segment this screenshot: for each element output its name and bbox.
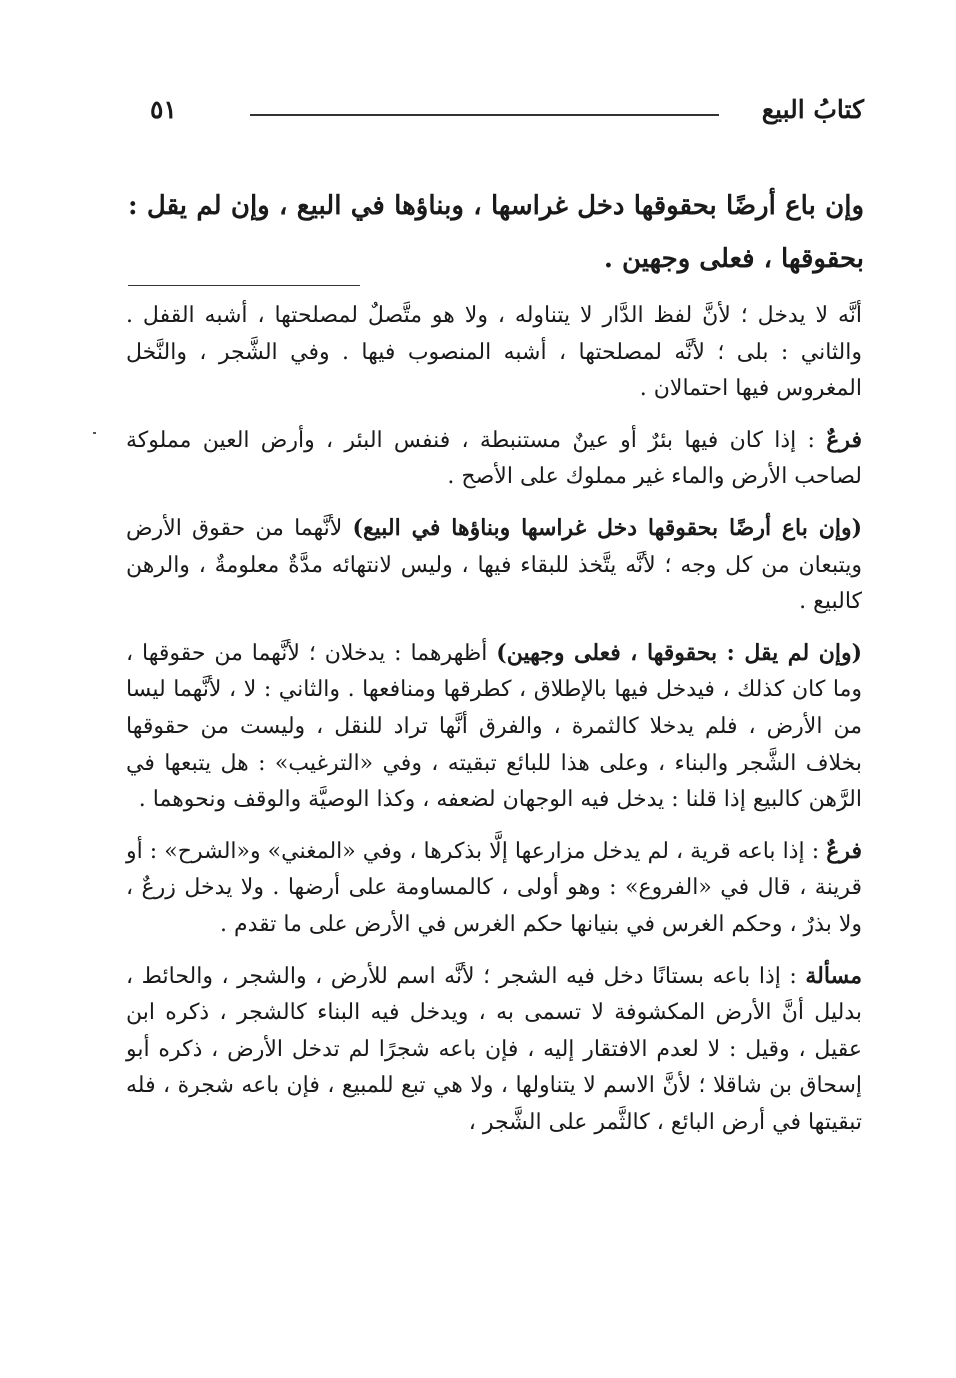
commentary-paragraph-3: [126, 510, 862, 621]
quoted-matn: (وإن باع أرضًا بحقوقها دخل غراسها وبناؤها في البيع): [352, 514, 863, 541]
section-label: فرعٌ: [826, 837, 862, 864]
header-rule: [250, 114, 719, 116]
paragraph-text: : إذا باعه قرية ، لم يدخل مزارعها إلَّا بذكرها ، وفي «المغني» و«الشرح» : أو قرينة ، قال في «الفروع» : وهو أولى ، كالمساومة على أرضها . ولا يدخل زرعٌ ، ولا بذرٌ ، وحكم الغرس في بنيانها حكم الغرس في الأرض على ما تقدم .: [126, 838, 862, 937]
commentary-paragraph-4: [126, 635, 862, 819]
page-header: [150, 92, 864, 132]
running-title: كتابُ البيع: [761, 95, 864, 124]
page-number: ٥١: [150, 95, 177, 124]
section-label: مسألة: [805, 962, 862, 989]
quoted-matn: (وإن لم يقل : بحقوقها ، فعلى وجهين): [496, 639, 862, 666]
commentary-paragraph-5: [126, 833, 862, 944]
paragraph-text: : إذا كان فيها بئرٌ أو عينٌ مستنبطة ، فنفس البئر ، وأرض العين مملوكة لصاحب الأرض والماء غير مملوك على الأصح .: [126, 427, 862, 490]
paragraph-text: أظهرهما : يدخلان ؛ لأنَّهما من حقوقها ، وما كان كذلك ، فيدخل فيها بالإطلاق ، كطرقها ومنافعها . والثاني : لا ، لأنَّهما ليسا من الأرض ، فلم يدخلا كالثمرة ، والفرق أنَّها تراد للنقل ، وليست من حقوقها بخلاف الشَّجر والبناء ، وعلى هذا للبائع تبقيته ، وفي «الترغيب» : هل يتبعها في الرَّهن كالبيع إذا قلنا : يدخل فيه الوجهان لضعفه ، وكذا الوصيَّة والوقف ونحوهما .: [126, 640, 862, 813]
stray-mark: [93, 432, 96, 434]
commentary-paragraph-2: [126, 422, 862, 496]
commentary-paragraph-6: [126, 958, 862, 1142]
matn-separator-rule: [128, 285, 360, 286]
paragraph-text: : إذا باعه بستانًا دخل فيه الشجر ؛ لأنَّه اسم للأرض ، والشجر ، والحائط ، بدليل أنَّ الأرض المكشوفة لا تسمى به ، ويدخل فيه البناء كالشجر ، ذكره ابن عقيل ، وقيل : لا لعدم الافتقار إليه ، فإن باعه شجرًا لم تدخل الأرض ، ذكره أبو إسحاق بن شاقلا ؛ لأنَّ الاسم لا يتناولها ، ولا هي تبع للمبيع ، فإن باعه شجرة ، فله تبقيتها في أرض البائع ، كالثَّمر على الشَّجر ،: [126, 963, 862, 1135]
matn-text: وإن باع أرضًا بحقوقها دخل غراسها ، وبناؤها في البيع ، وإن لم يقل : بحقوقها ، فعلى وجهين .: [128, 191, 864, 274]
paragraph-text: لأنَّهما من حقوق الأرض ويتبعان من كل وجه ؛ لأنَّه يتَّخذ للبقاء فيها ، وليس لانتهائه مدَّةٌ معلومةٌ ، والرهن كالبيع .: [126, 515, 862, 615]
commentary-body: [126, 298, 862, 1155]
section-label: فرعٌ: [826, 426, 862, 453]
paragraph-text: أنَّه لا يدخل ؛ لأنَّ لفظ الدَّار لا يتناوله ، ولا هو متَّصلٌ لمصلحتها ، أشبه القفل . والثاني : بلى ؛ لأنَّه لمصلحتها ، أشبه المنصوب فيها . وفي الشَّجر ، والنَّخل المغروس فيها احتمالان .: [126, 303, 862, 402]
commentary-paragraph-1: [126, 298, 862, 408]
